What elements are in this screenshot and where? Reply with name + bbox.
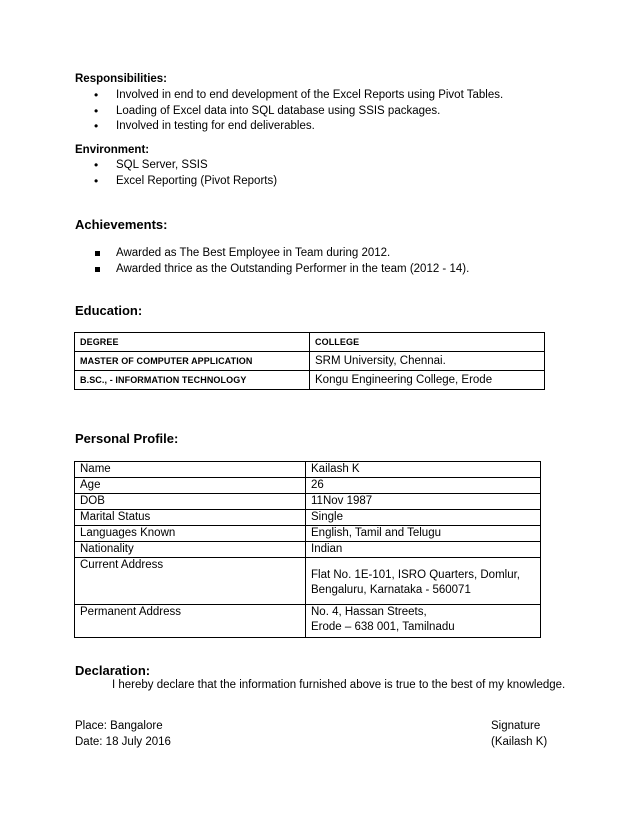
environment-heading: Environment: (75, 144, 150, 156)
table-row (75, 526, 541, 542)
college-cell: SRM University, Chennai. (310, 352, 545, 371)
declaration-text: I hereby declare that the information furnished above is true to the best of my knowledge. (112, 679, 566, 691)
profile-value: 26 (306, 478, 541, 494)
list-item: • SQL Server, SSIS (94, 158, 277, 174)
table-row (75, 510, 541, 526)
profile-label: DOB (75, 494, 306, 510)
profile-value: Kailash K (306, 462, 541, 478)
declaration-heading: Declaration: (75, 663, 151, 678)
profile-label: Current Address (75, 558, 306, 605)
profile-label: Permanent Address (75, 605, 306, 638)
permanent-address-line1: No. 4, Hassan Streets, (311, 606, 427, 618)
profile-value: Indian (306, 542, 541, 558)
list-item: Awarded as The Best Employee in Team during 2012. (94, 246, 469, 262)
college-header: COLLEGE (310, 333, 545, 352)
profile-value: 11Nov 1987 (306, 494, 541, 510)
profile-label: Marital Status (75, 510, 306, 526)
profile-value: English, Tamil and Telugu (306, 526, 541, 542)
table-row (75, 371, 545, 390)
table-row (75, 462, 541, 478)
education-heading: Education: (75, 303, 143, 318)
responsibilities-list (94, 88, 503, 135)
footer-place: Place: Bangalore (75, 720, 163, 732)
profile-value (306, 605, 541, 638)
profile-label: Name (75, 462, 306, 478)
degree-cell: B.SC., - INFORMATION TECHNOLOGY (75, 371, 310, 390)
achievements-list (94, 246, 469, 277)
degree-cell: MASTER OF COMPUTER APPLICATION (75, 352, 310, 371)
list-item: • Loading of Excel data into SQL database using SSIS packages. (94, 104, 503, 120)
footer-date: Date: 18 July 2016 (75, 736, 171, 748)
table-header-row (75, 333, 545, 352)
list-item: • Involved in end to end development of the Excel Reports using Pivot Tables. (94, 88, 503, 104)
current-address-line1: Flat No. 1E-101, ISRO Quarters, Domlur, (311, 569, 520, 581)
table-row (75, 542, 541, 558)
profile-label: Nationality (75, 542, 306, 558)
table-row (75, 494, 541, 510)
list-item: • Excel Reporting (Pivot Reports) (94, 174, 277, 190)
college-cell: Kongu Engineering College, Erode (310, 371, 545, 390)
profile-heading: Personal Profile: (75, 431, 179, 446)
table-row (75, 605, 541, 638)
table-row (75, 352, 545, 371)
profile-value: Single (306, 510, 541, 526)
education-table (74, 332, 545, 390)
profile-value (306, 558, 541, 605)
footer-signature: Signature (491, 720, 541, 732)
footer-name: (Kailash K) (491, 736, 548, 748)
list-item: Awarded thrice as the Outstanding Performer in the team (2012 - 14). (94, 262, 469, 278)
list-item: • Involved in testing for end deliverables. (94, 119, 503, 135)
current-address-line2: Bengaluru, Karnataka - 560071 (311, 584, 471, 596)
profile-table (74, 461, 541, 638)
responsibilities-heading: Responsibilities: (75, 73, 168, 85)
achievements-heading: Achievements: (75, 217, 168, 232)
permanent-address-line2: Erode – 638 001, Tamilnadu (311, 621, 455, 633)
table-row (75, 558, 541, 605)
profile-label: Languages Known (75, 526, 306, 542)
degree-header: DEGREE (75, 333, 310, 352)
profile-label: Age (75, 478, 306, 494)
environment-list (94, 158, 277, 189)
table-row (75, 478, 541, 494)
